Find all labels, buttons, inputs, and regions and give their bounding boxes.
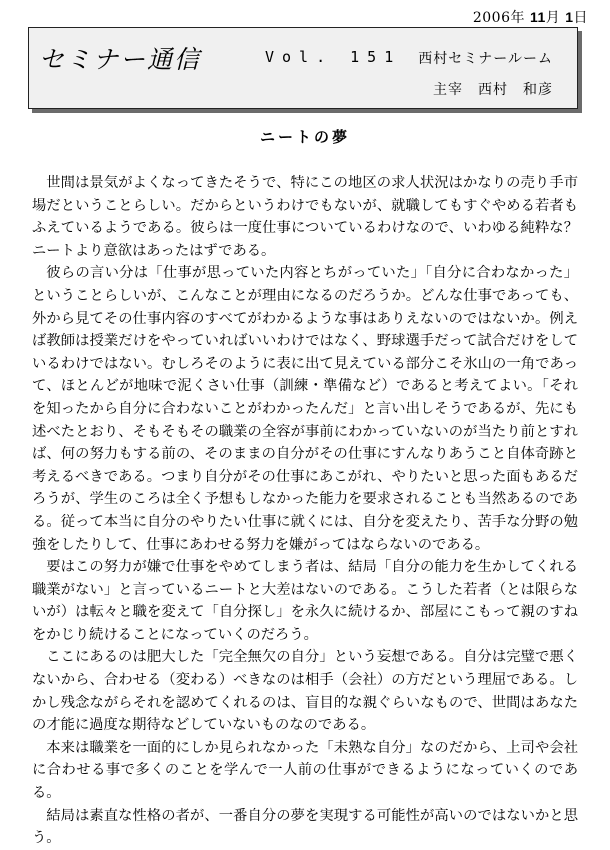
paragraph-1: 世間は景気がよくなってきたそうで、特にこの地区の求人状況はかなりの売り手市場だということらしい。だからというわけでもないが、就職してもすぐやめる若者もふえているようである。彼らは一度仕事についているわけなので、いわゆる純粋な？ニートより意欲はあったはずである。 xyxy=(32,175,578,259)
date-month-unit: 月 xyxy=(545,10,561,26)
paragraph-6: 結局は素直な性格の者が、一番自分の夢を実現する可能性が高いのではないかと思う。 xyxy=(32,807,578,847)
host-name: 主宰 西村 和彦 xyxy=(433,82,553,98)
article-title: ニートの夢 xyxy=(259,128,350,146)
date-month: 11 xyxy=(529,9,546,25)
newsletter-header xyxy=(28,27,578,109)
date-year: 2006 xyxy=(472,10,511,26)
date-day-unit: 日 xyxy=(573,10,588,26)
article-body xyxy=(32,172,578,850)
paragraph-5: 本来は職業を一面的にしか見られなかった「未熟な自分」なのだから、上司や会社に合わせる事で多くのことを学んで一人前の仕事ができるようになっていくのである。 xyxy=(32,739,578,802)
issue-date xyxy=(473,7,588,27)
newsletter-title: セミナー通信 xyxy=(39,45,202,74)
date-day: 1 xyxy=(565,9,574,25)
date-year-unit: 年 xyxy=(510,10,525,26)
paragraph-4: ここにあるのは肥大した「完全無欠の自分」という妄想である。自分は完璧で悪くないから、合わせる（変わる）べきなのは相手（会社）の方だという理屈である。しかし残念ながらそれを認めてくれるのは、盲目的な親ぐらいなもので、世間はあなたの才能に過度な期待などしていないものなのである。 xyxy=(32,649,578,734)
volume-number: Vol. 151 xyxy=(265,48,402,66)
organization-name: 西村セミナールーム xyxy=(418,51,553,67)
paragraph-2: 彼らの言い分は「仕事が思っていた内容とちがっていた」「自分に合わなかった」ということらしいが、こんなことが理由になるのだろうか。どんな仕事であっても、外から見てその仕事内容のすべてがわかるような事はありえないのではないか。例えば教師は授業だけをやっていればいいわけではなく、野球選手だって試合だけをしているわけではない。むしろそのように表に出て見えている部分こそ氷山の一角であって、ほとんどが地味で泥くさい仕事（訓練・準備など）であると考えてよい。「それを知ったから自分に合わないことがわかったんだ」と言い出しそうであるが、先にも述べたとおり、そもそもその職業の全容が事前にわかっていないのが当たり前とすれば、何の努力もする前の、そのままの自分がその仕事にすんなりあうこと自体奇跡と考えるべきである。つまり自分がその仕事にあこがれ、やりたいと思った面もあるだろうが、学生のころは全く予想もしなかった能力を要求されることも当然あるのである。従って本当に自分のやりたい仕事に就くには、自分を変えたり、苦手な分野の勉強をしたりして、仕事にあわせる努力を嫌がってはならないのである。 xyxy=(32,265,578,553)
paragraph-3: 要はこの努力が嫌で仕事をやめてしまう者は、結局「自分の能力を生かしてくれる職業がない」と言っているニートと大差はないのである。こうした若者（とは限らないが）は転々と職を変えて「自分探し」を永久に続けるか、部屋にこもって親のすねをかじり続けることになっていくのだろう。 xyxy=(32,559,578,643)
